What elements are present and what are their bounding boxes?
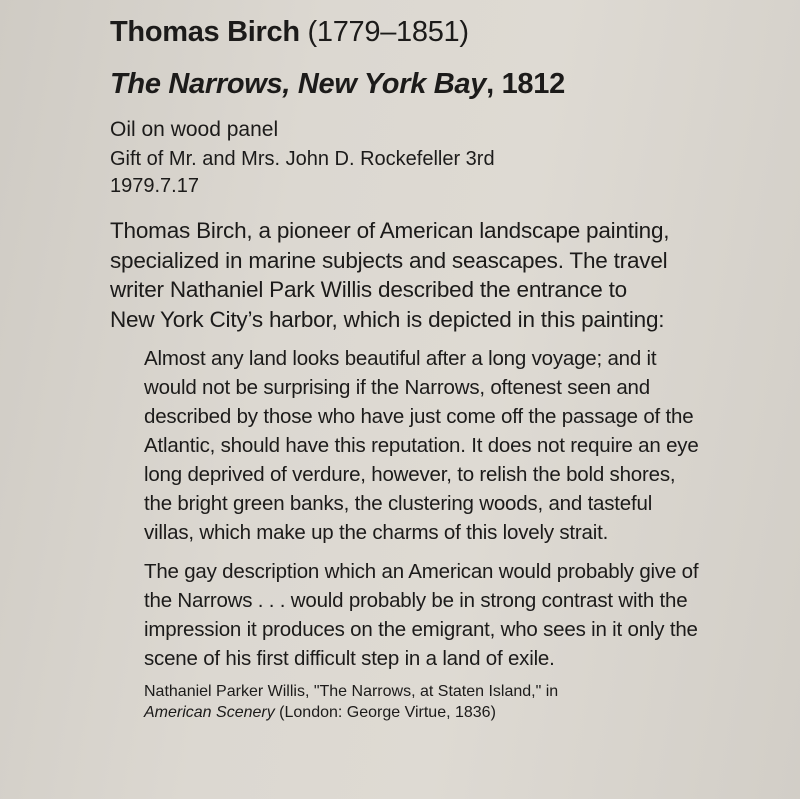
quote-paragraph-2	[144, 557, 710, 673]
description-line: specialized in marine subjects and seascapes. The travel	[110, 247, 668, 273]
description-line: writer Nathaniel Park Willis described the entrance to	[110, 277, 627, 302]
quote-line: Atlantic, should have this reputation. It does not require an eye	[144, 434, 699, 457]
description-line: New York City’s harbor, which is depicted in this painting:	[110, 306, 665, 332]
quote-line: long deprived of verdure, however, to relish the bold shores,	[144, 463, 676, 486]
citation-author: Nathaniel Parker Willis, "The Narrows, at Staten Island," in	[144, 683, 559, 700]
quote-citation	[144, 681, 710, 723]
quote-line: the Narrows . . . would probably be in strong contrast with the	[144, 589, 688, 612]
artwork-medium: Oil on wood panel	[110, 118, 279, 141]
citation-publisher: (London: George Virtue, 1836)	[274, 704, 496, 721]
quote-line: villas, which make up the charms of this lovely strait.	[144, 521, 609, 544]
artwork-details	[110, 116, 710, 200]
artwork-title: The Narrows, New York Bay	[110, 68, 487, 100]
artwork-title-line	[110, 66, 710, 102]
artist-name: Thomas Birch	[110, 16, 300, 48]
quote-line: The gay description which an American would probably give of	[144, 560, 699, 583]
quote-line: impression it produces on the emigrant, who sees in it only the	[144, 618, 698, 641]
quote-line: Almost any land looks beautiful after a long voyage; and it	[144, 347, 657, 370]
description-paragraph	[110, 216, 710, 334]
credit-line: Gift of Mr. and Mrs. John D. Rockefeller 3rd	[110, 148, 495, 170]
artist-dates: (1779–1851)	[307, 16, 469, 48]
quote-line: described by those who have just come off the passage of the	[144, 405, 694, 428]
accession-number: 1979.7.17	[110, 175, 199, 197]
quote-line: scene of his first difficult step in a land of exile.	[144, 647, 555, 670]
quote-paragraph-1	[144, 344, 710, 547]
museum-wall-label	[110, 14, 710, 723]
artist-heading	[110, 14, 710, 50]
quote-line: would not be surprising if the Narrows, oftenest seen and	[144, 376, 650, 399]
artwork-year: , 1812	[486, 68, 565, 100]
description-line: Thomas Birch, a pioneer of American landscape painting,	[110, 218, 670, 243]
citation-source	[144, 702, 710, 723]
quote-line: the bright green banks, the clustering woods, and tasteful	[144, 492, 653, 515]
block-quote	[144, 344, 710, 673]
citation-book-title: American Scenery	[144, 704, 275, 721]
